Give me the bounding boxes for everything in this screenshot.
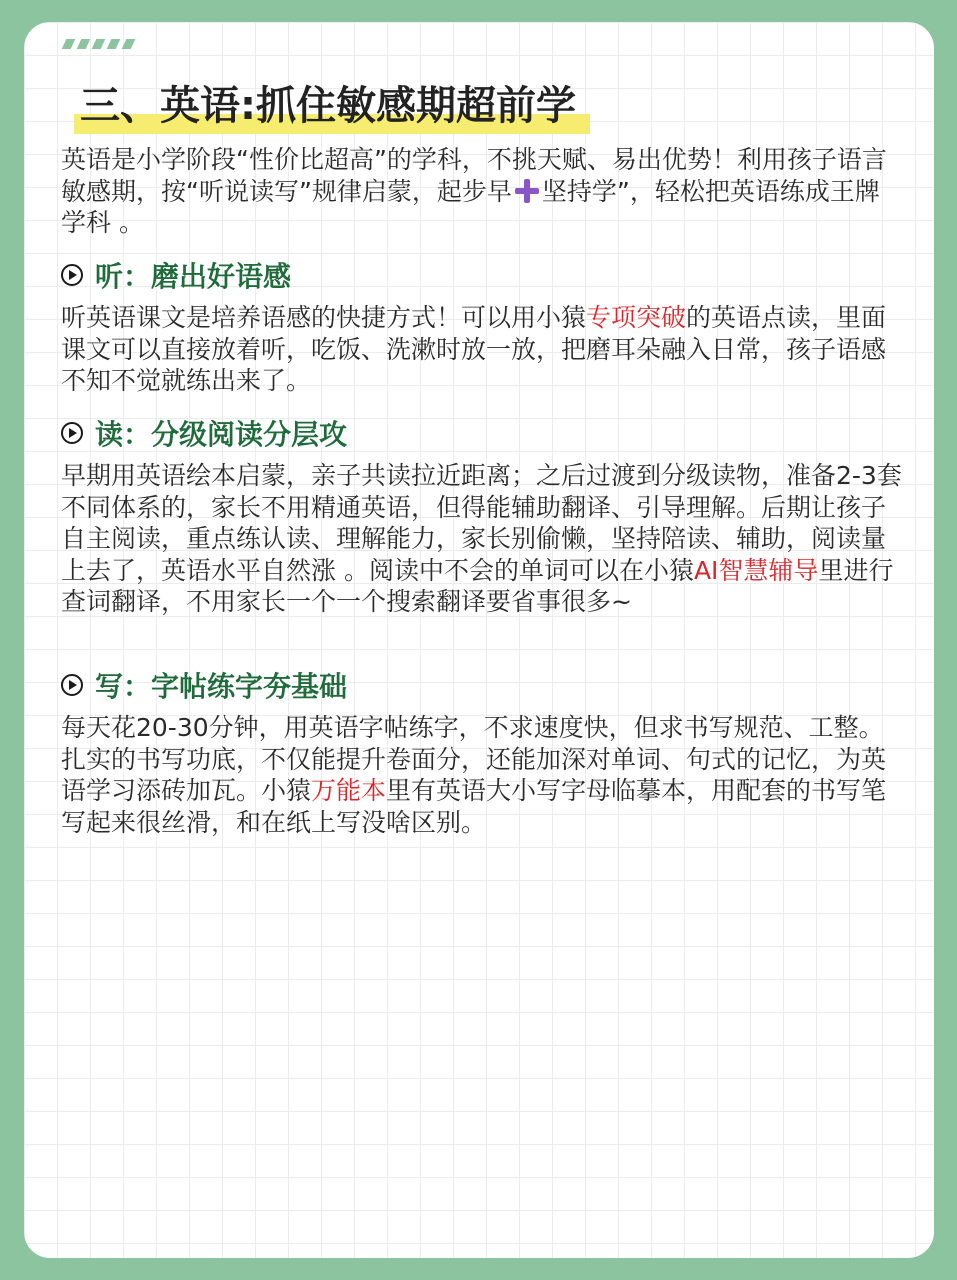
section-text: 里进行查词翻译，不用家长一个一个搜索翻译要省事很多~	[61, 555, 894, 616]
section-text: 听英语课文是培养语感的快捷方式！可以用小猿	[61, 303, 587, 332]
section-text: 每天花20-30分钟，用英语字帖练字，不求速度快，但求书写规范、工整。扎实的书写功底，不仅能提升卷面分，还能加深对单词、句式的记忆，为英语学习添砖加瓦。小猿	[61, 713, 887, 805]
intro-text-1: 英语是小学阶段“性价比超高”的学科，不挑天赋、易出优势！利用孩子语言敏感期，按“听说读写”规律启蒙，起步早	[61, 145, 887, 206]
section-text: 里有英语大小写字母临摹本，用配套的书写笔写起来很丝滑，和在纸上写没啥区别。	[61, 776, 887, 837]
decorative-ticks	[64, 34, 139, 53]
section-title-listen: 听：磨出好语感	[95, 260, 292, 293]
intro-paragraph	[61, 144, 903, 239]
highlight-text: 专项突破	[586, 303, 687, 332]
circle-arrow-icon	[61, 264, 83, 286]
section-paragraph-write	[61, 712, 903, 838]
section-title-write: 写：字帖练字夯基础	[95, 670, 348, 703]
section-text: 的英语点读，里面课文可以直接放着听，吃饭、洗漱时放一放，把磨耳朵融入日常，孩子语感不知不觉就练出来了。	[61, 303, 887, 395]
title-block	[80, 74, 576, 131]
page-title: 三、英语:抓住敏感期超前学	[80, 83, 576, 129]
section-paragraph-read	[61, 460, 903, 618]
circle-arrow-icon	[61, 422, 83, 444]
section-heading-write	[61, 668, 347, 702]
highlight-text: 万能本	[311, 776, 387, 805]
circle-arrow-icon	[61, 674, 83, 696]
section-text: 早期用英语绘本启蒙，亲子共读拉近距离；之后过渡到分级读物，准备2-3套不同体系的，家长不用精通英语，但得能辅助翻译、引导理解。后期让孩子自主阅读，重点练认读、理解能力，家长别偷懒，坚持陪读、辅助，阅读量上去了，英语水平自然涨 。阅读中不会的单词可以在小猿	[61, 461, 902, 585]
content-card	[24, 22, 934, 1258]
purple-plus-icon	[514, 178, 540, 204]
section-heading-listen	[61, 258, 291, 292]
section-paragraph-listen	[61, 302, 903, 397]
intro-text-2: 坚持学”，轻松把英语练成王牌学科 。	[61, 176, 880, 237]
section-title-read: 读：分级阅读分层攻	[95, 418, 348, 451]
highlight-text: AI智慧辅导	[693, 555, 819, 585]
section-heading-read	[61, 416, 347, 450]
